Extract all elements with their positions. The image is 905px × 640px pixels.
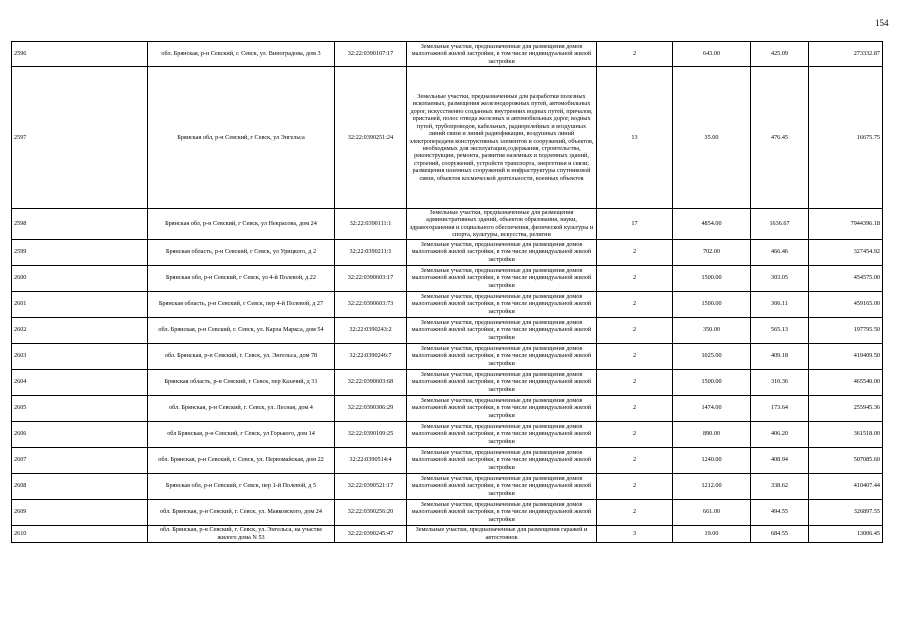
unit-value-cell: 425.09: [751, 42, 809, 67]
cadastral-value-cell: 459165.00: [809, 291, 883, 317]
unit-value-cell: 466.46: [751, 239, 809, 265]
cadastral-number-cell: 32:22:0390256:20: [335, 499, 407, 525]
cadastral-number-cell: 32:22:0390603:73: [335, 291, 407, 317]
area-cell: 1500.00: [673, 369, 751, 395]
table-row: [12, 317, 883, 343]
unit-value-cell: 565.13: [751, 317, 809, 343]
cadastral-value-cell: 327454.92: [809, 239, 883, 265]
cadastral-value-cell: 7944396.18: [809, 209, 883, 240]
address-cell: Брянская обл, р-н Севский, г Севск, ул Энгельса: [148, 67, 335, 209]
area-cell: 350.00: [673, 317, 751, 343]
row-number-cell: 2600: [12, 265, 148, 291]
unit-value-cell: 684.55: [751, 525, 809, 542]
purpose-code-cell: 2: [597, 395, 673, 421]
unit-value-cell: 408.94: [751, 447, 809, 473]
cadastral-value-cell: 13006.45: [809, 525, 883, 542]
land-purpose-cell: Земельные участки, предназначенные для размещения домов малоэтажной жилой застройки, в том числе индивидуальной жилой застройки: [407, 42, 597, 67]
area-cell: 35.00: [673, 67, 751, 209]
cadastral-value-cell: 197795.50: [809, 317, 883, 343]
cadastral-number-cell: 32:22:0390245:47: [335, 525, 407, 542]
unit-value-cell: 303.05: [751, 265, 809, 291]
area-cell: 661.00: [673, 499, 751, 525]
land-purpose-cell: Земельные участки, предназначенные для размещения домов малоэтажной жилой застройки, в том числе индивидуальной жилой застройки: [407, 317, 597, 343]
cadastral-value-cell: 361518.00: [809, 421, 883, 447]
table-row: [12, 67, 883, 209]
land-purpose-cell: Земельные участки, предназначенные для размещения домов малоэтажной жилой застройки, в том числе индивидуальной жилой застройки: [407, 421, 597, 447]
purpose-code-cell: 2: [597, 291, 673, 317]
table-body: [12, 42, 883, 543]
row-number-cell: 2607: [12, 447, 148, 473]
unit-value-cell: 476.45: [751, 67, 809, 209]
unit-value-cell: 306.11: [751, 291, 809, 317]
table-row: [12, 473, 883, 499]
area-cell: 1500.00: [673, 291, 751, 317]
table-row: [12, 265, 883, 291]
land-purpose-cell: Земельные участки, предназначенные для размещения домов малоэтажной жилой застройки, в том числе индивидуальной жилой застройки: [407, 369, 597, 395]
address-cell: обл. Брянская, р-н Севский, г. Севск, ул. Первомайская, дом 22: [148, 447, 335, 473]
area-cell: 643.00: [673, 42, 751, 67]
unit-value-cell: 1636.67: [751, 209, 809, 240]
address-cell: Брянская область, р-н Севский, г Севск, пер 4-й Полевой, д 27: [148, 291, 335, 317]
cadastral-number-cell: 32:22:0390603:68: [335, 369, 407, 395]
address-cell: обл Брянская, р-н Севский, г Севск, ул Горького, дом 14: [148, 421, 335, 447]
row-number-cell: 2606: [12, 421, 148, 447]
area-cell: 702.00: [673, 239, 751, 265]
area-cell: 1212.00: [673, 473, 751, 499]
land-purpose-cell: Земельные участки, предназначенные для размещения домов малоэтажной жилой застройки, в том числе индивидуальной жилой застройки: [407, 265, 597, 291]
cadastral-value-cell: 273332.87: [809, 42, 883, 67]
area-cell: 1474.00: [673, 395, 751, 421]
land-purpose-cell: Земельные участки, предназначенные для размещения домов малоэтажной жилой застройки, в том числе индивидуальной жилой застройки: [407, 343, 597, 369]
land-purpose-cell: Земельные участки, предназначенные для размещения гаражей и автостоянок: [407, 525, 597, 542]
unit-value-cell: 494.55: [751, 499, 809, 525]
cadastral-number-cell: 32:22:0390521:17: [335, 473, 407, 499]
page-number: 154: [875, 18, 889, 28]
table-row: [12, 369, 883, 395]
cadastral-number-cell: 32:22:0390514:4: [335, 447, 407, 473]
area-cell: 1500.00: [673, 265, 751, 291]
area-cell: 19.00: [673, 525, 751, 542]
address-cell: обл. Брянская, р-н Севский, г. Севск, ул. Маяковского, дом 24: [148, 499, 335, 525]
unit-value-cell: 409.18: [751, 343, 809, 369]
row-number-cell: 2610: [12, 525, 148, 542]
area-cell: 1240.00: [673, 447, 751, 473]
land-purpose-cell: Земельные участки, предназначенные для размещения домов малоэтажной жилой застройки, в том числе индивидуальной жилой застройки: [407, 395, 597, 421]
table-row: [12, 525, 883, 542]
cadastral-value-cell: 326897.55: [809, 499, 883, 525]
row-number-cell: 2603: [12, 343, 148, 369]
cadastral-value-cell: 507085.60: [809, 447, 883, 473]
address-cell: обл. Брянская, р-н Севский, г. Севск, ул. Энгельса, на участке жилого дома N 53: [148, 525, 335, 542]
purpose-code-cell: 2: [597, 42, 673, 67]
cadastral-value-cell: 465540.00: [809, 369, 883, 395]
area-cell: 4854.00: [673, 209, 751, 240]
unit-value-cell: 310.36: [751, 369, 809, 395]
address-cell: обл. Брянская, р-н Севский, г. Севск, ул. Лесная, дом 4: [148, 395, 335, 421]
address-cell: обл. Брянская, р-н Севский, г. Севск, ул. Виноградова, дом 3: [148, 42, 335, 67]
purpose-code-cell: 2: [597, 499, 673, 525]
purpose-code-cell: 2: [597, 369, 673, 395]
cadastral-number-cell: 32:22:0390603:17: [335, 265, 407, 291]
cadastral-number-cell: 32:22:0390111:1: [335, 209, 407, 240]
row-number-cell: 2596: [12, 42, 148, 67]
area-cell: 1025.00: [673, 343, 751, 369]
area-cell: 890.00: [673, 421, 751, 447]
cadastral-number-cell: 32:22:0390243:2: [335, 317, 407, 343]
address-cell: Брянская обл, р-н Севский, г Севск, пер 1-й Полевой, д 5: [148, 473, 335, 499]
address-cell: обл. Брянская, р-н Севский, г. Севск, ул. Карла Маркса, дом 54: [148, 317, 335, 343]
address-cell: Брянская обл, р-н Севский, г Севск, ул 4-й Полевой, д 22: [148, 265, 335, 291]
row-number-cell: 2598: [12, 209, 148, 240]
cadastral-value-cell: 16675.75: [809, 67, 883, 209]
land-purpose-cell: Земельные участки, предназначенные для размещения домов малоэтажной жилой застройки, в том числе индивидуальной жилой застройки: [407, 499, 597, 525]
cadastral-number-cell: 32:22:0390306:29: [335, 395, 407, 421]
cadastral-number-cell: 32:22:0390211:1: [335, 239, 407, 265]
land-purpose-cell: Земельные участки, предназначенные для размещения домов малоэтажной жилой застройки, в том числе индивидуальной жилой застройки: [407, 473, 597, 499]
table-row: [12, 447, 883, 473]
purpose-code-cell: 2: [597, 265, 673, 291]
table-row: [12, 499, 883, 525]
row-number-cell: 2608: [12, 473, 148, 499]
land-registry-table: [11, 41, 883, 543]
land-purpose-cell: Земельные участки, предназначенные для размещения домов малоэтажной жилой застройки, в том числе индивидуальной жилой застройки: [407, 239, 597, 265]
row-number-cell: 2597: [12, 67, 148, 209]
table-row: [12, 42, 883, 67]
purpose-code-cell: 2: [597, 421, 673, 447]
unit-value-cell: 338.62: [751, 473, 809, 499]
purpose-code-cell: 3: [597, 525, 673, 542]
cadastral-number-cell: 32:22:0390109:25: [335, 421, 407, 447]
land-purpose-cell: Земельные участки, предназначенные для размещения административных зданий, объектов образования, науки, здравоохранения и социального обеспечения, физической культуры и спорта, культуры, искусства, религии: [407, 209, 597, 240]
cadastral-number-cell: 32:22:0390251:24: [335, 67, 407, 209]
land-purpose-cell: Земельные участки, предназначенные для размещения домов малоэтажной жилой застройки, в том числе индивидуальной жилой застройки: [407, 447, 597, 473]
table-row: [12, 291, 883, 317]
address-cell: Брянская область, р-н Севский, г Севск, пер Казачий, д 31: [148, 369, 335, 395]
unit-value-cell: 406.20: [751, 421, 809, 447]
table-row: [12, 343, 883, 369]
purpose-code-cell: 13: [597, 67, 673, 209]
purpose-code-cell: 2: [597, 317, 673, 343]
land-purpose-cell: Земельные участки, предназначенные для разработки полезных ископаемых, размещения железнодорожных путей, автомобильных дорог, искусственно созданных внутренних водных путей, причалов, пристаней, полос отвода железных и автомобильных дорог, водных путей, трубопроводов, кабельных, радиорелейных и воздушных линий связи и линий радиофикации, воздушных линий электропередачи конструктивных элементов и сооружений, объектов, необходимых для эксплуатации,содержания, строительства, реконструкции, ремонта, развития наземных и подземных зданий, строений, сооружений, устройств транспорта, энергетики и связи; размещения наземных сооружений и инфраструктуры спутниковой связи, объектов космической деятельности, военных объектов: [407, 67, 597, 209]
cadastral-number-cell: 32:22:0390107:17: [335, 42, 407, 67]
table-row: [12, 209, 883, 240]
cadastral-value-cell: 419409.50: [809, 343, 883, 369]
row-number-cell: 2602: [12, 317, 148, 343]
row-number-cell: 2599: [12, 239, 148, 265]
purpose-code-cell: 2: [597, 343, 673, 369]
address-cell: Брянская область, р-н Севский, г Севск, ул Урицкого, д 2: [148, 239, 335, 265]
purpose-code-cell: 2: [597, 447, 673, 473]
row-number-cell: 2601: [12, 291, 148, 317]
purpose-code-cell: 17: [597, 209, 673, 240]
cadastral-number-cell: 32:22:0390246:7: [335, 343, 407, 369]
cadastral-value-cell: 255945.36: [809, 395, 883, 421]
unit-value-cell: 173.64: [751, 395, 809, 421]
purpose-code-cell: 2: [597, 473, 673, 499]
purpose-code-cell: 2: [597, 239, 673, 265]
table-row: [12, 395, 883, 421]
cadastral-value-cell: 454575.00: [809, 265, 883, 291]
address-cell: Брянская обл, р-н Севский, г Севск, ул Некрасова, дом 24: [148, 209, 335, 240]
cadastral-value-cell: 410407.44: [809, 473, 883, 499]
row-number-cell: 2605: [12, 395, 148, 421]
land-purpose-cell: Земельные участки, предназначенные для размещения домов малоэтажной жилой застройки, в том числе индивидуальной жилой застройки: [407, 291, 597, 317]
row-number-cell: 2604: [12, 369, 148, 395]
table-row: [12, 239, 883, 265]
table-row: [12, 421, 883, 447]
address-cell: обл. Брянская, р-н Севский, г. Севск, ул. Энгельса, дом 78: [148, 343, 335, 369]
row-number-cell: 2609: [12, 499, 148, 525]
